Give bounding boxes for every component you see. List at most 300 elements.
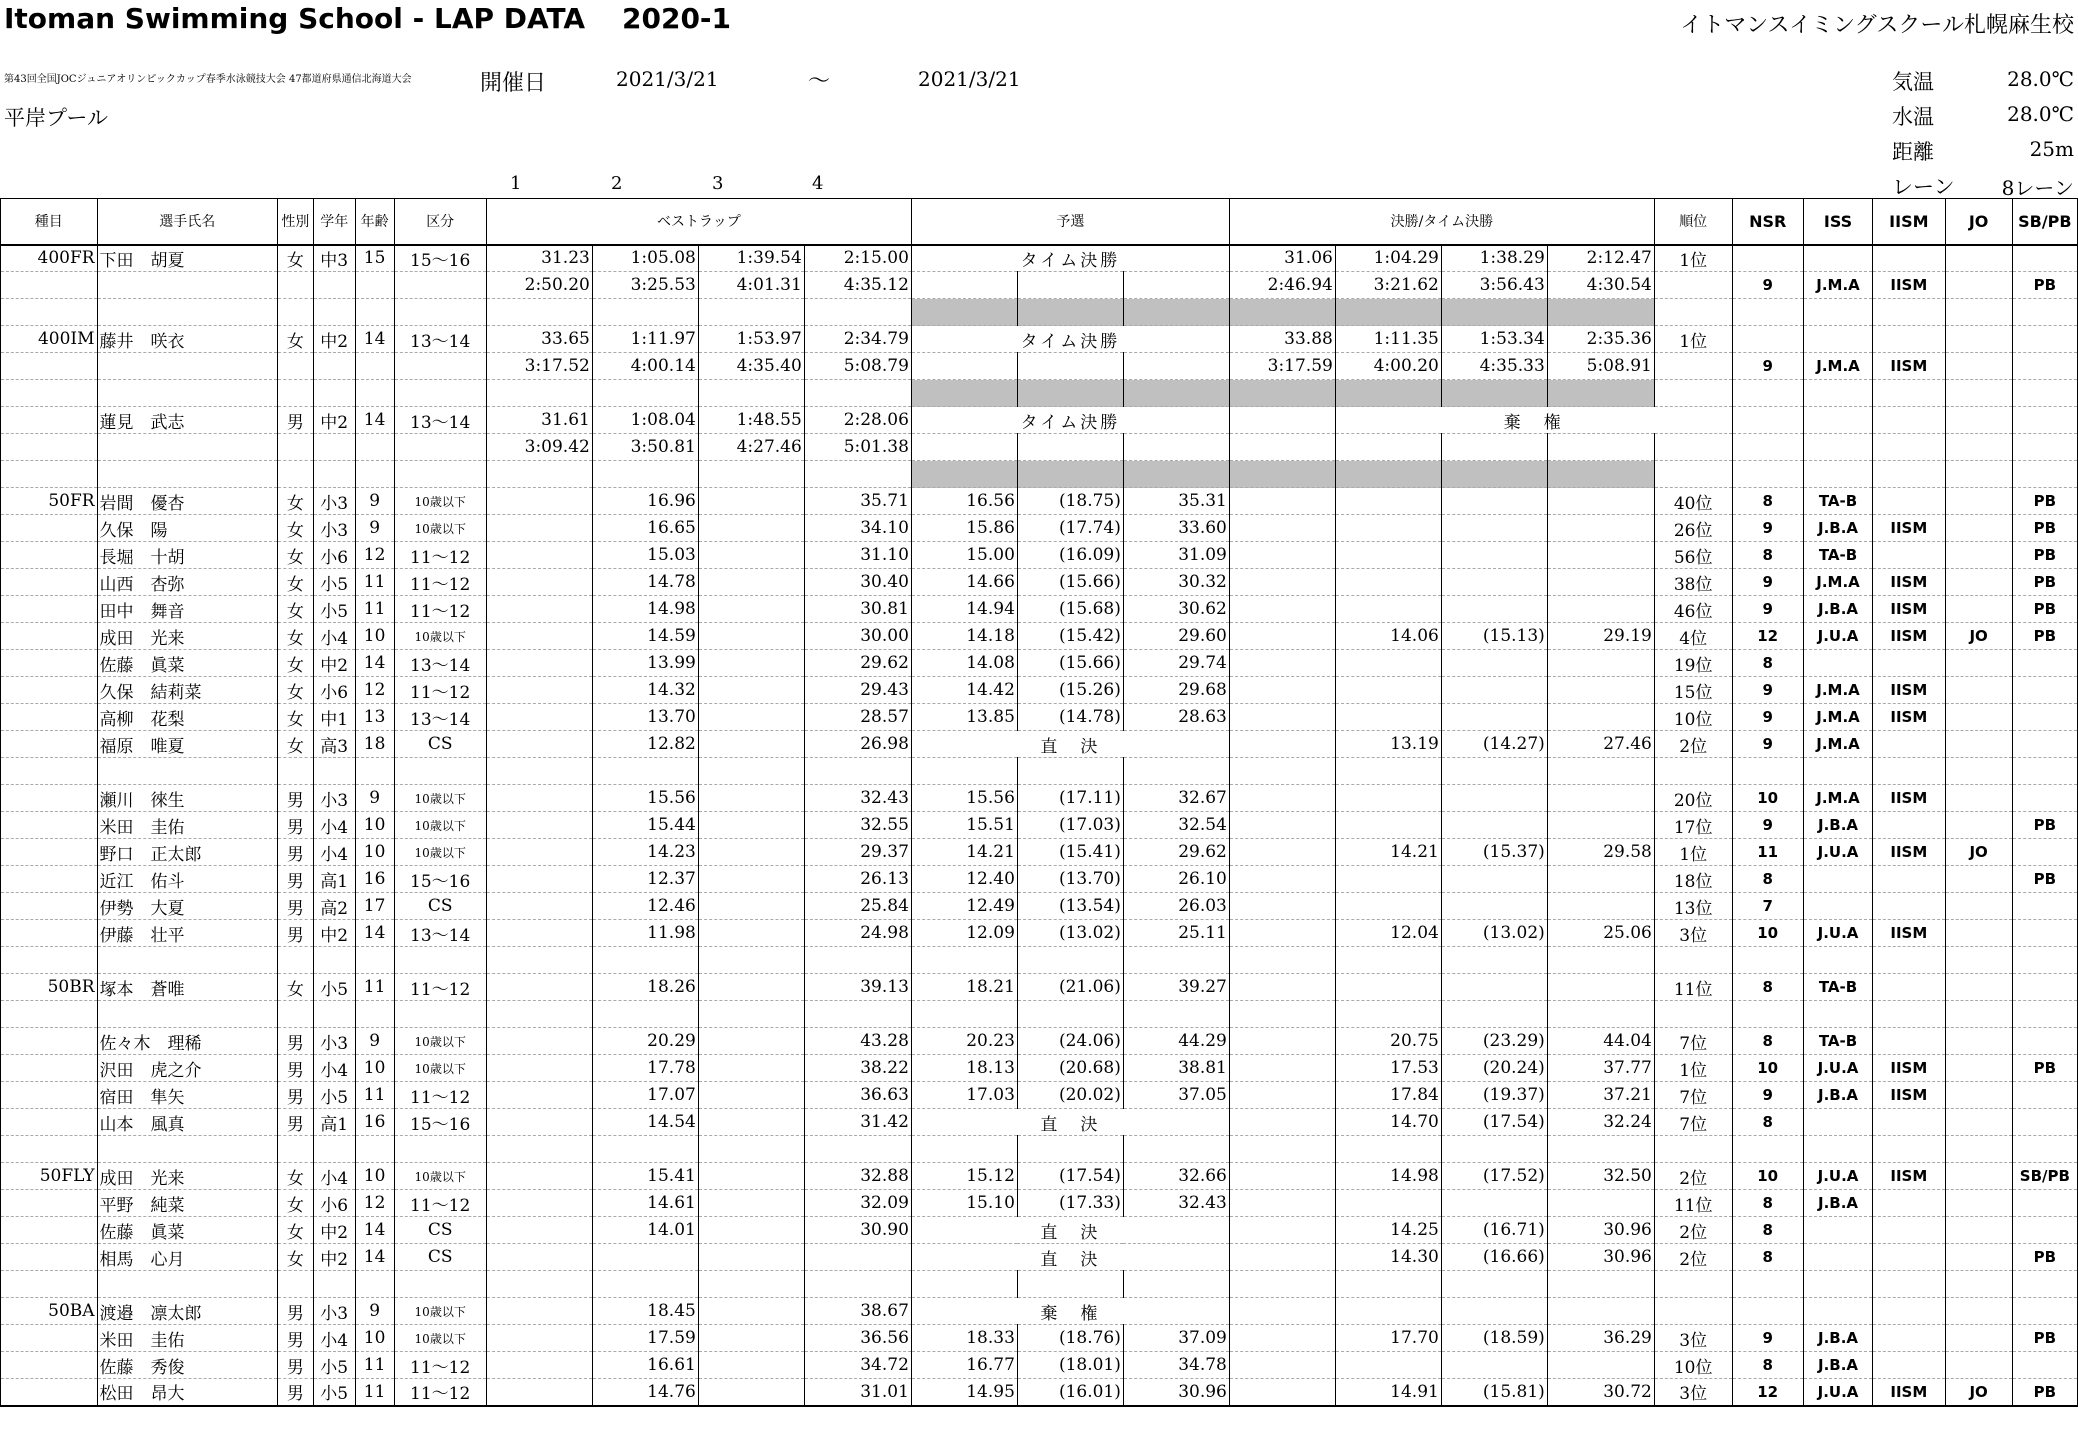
gender-cell: 男	[278, 1028, 314, 1055]
spacer-cell	[1017, 1001, 1123, 1028]
spacer-cell	[1335, 1136, 1441, 1163]
iss-cell: TA-B	[1803, 974, 1872, 1001]
best-lap-2: 14.32	[592, 677, 698, 704]
spacer-cell	[1547, 1271, 1654, 1298]
swimmer-name: 福原 唯夏	[97, 731, 278, 758]
table-row	[1, 1352, 2078, 1379]
heat-split	[1017, 272, 1123, 299]
final-50	[1335, 488, 1441, 515]
best-lap-2: 17.07	[592, 1082, 698, 1109]
heat-50: 18.21	[911, 974, 1017, 1001]
best-lap-2: 15.56	[592, 785, 698, 812]
best-lap-1	[486, 920, 592, 947]
spacer-cell	[1945, 461, 2012, 488]
spacer-cell	[1547, 1136, 1654, 1163]
nsr-cell: 8	[1732, 866, 1803, 893]
iss-cell: J.B.A	[1803, 515, 1872, 542]
spacer-cell	[1654, 461, 1732, 488]
grade-cell: 小4	[313, 1325, 355, 1352]
sbpb-cell: PB	[2012, 1055, 2077, 1082]
spacer-cell	[1229, 1271, 1335, 1298]
grade-cell: 小6	[313, 1190, 355, 1217]
spacer-cell	[1873, 299, 1945, 326]
col-rank: 順位	[1654, 199, 1732, 245]
best-lap-2: 11.98	[592, 920, 698, 947]
nsr-cell	[1732, 434, 1803, 461]
nsr-cell: 10	[1732, 1163, 1803, 1190]
iism-cell: IISM	[1873, 785, 1945, 812]
gender-cell: 男	[278, 812, 314, 839]
age-cell: 11	[355, 1379, 394, 1406]
final-split: 3:56.43	[1441, 272, 1547, 299]
heat-50: 18.13	[911, 1055, 1017, 1082]
sbpb-cell: PB	[2012, 1325, 2077, 1352]
gender-cell: 女	[278, 1244, 314, 1271]
grade-cell: 中3	[313, 245, 355, 272]
gender-cell: 女	[278, 1190, 314, 1217]
swimmer-name	[97, 434, 278, 461]
best-lap-1	[486, 1352, 592, 1379]
iism-cell	[1873, 731, 1945, 758]
category-cell: 10歳以下	[394, 1055, 486, 1082]
spacer-cell	[1229, 299, 1335, 326]
rank-cell	[1654, 353, 1732, 380]
final-time	[1547, 515, 1654, 542]
spacer-cell	[1441, 947, 1547, 974]
heat-final: 26.10	[1123, 866, 1229, 893]
jo-cell	[1945, 596, 2012, 623]
final-50: 17.53	[1335, 1055, 1441, 1082]
iss-cell	[1803, 1244, 1872, 1271]
heat-final: 32.67	[1123, 785, 1229, 812]
event-cell	[1, 839, 98, 866]
best-lap-1	[486, 731, 592, 758]
final-lap-1	[1229, 1028, 1335, 1055]
iss-cell	[1803, 245, 1872, 272]
grade-cell: 中2	[313, 326, 355, 353]
grade-cell	[313, 434, 355, 461]
grade-cell: 高3	[313, 731, 355, 758]
rank-cell: 17位	[1654, 812, 1732, 839]
category-cell	[394, 272, 486, 299]
heat-50: 15.86	[911, 515, 1017, 542]
age-cell: 12	[355, 542, 394, 569]
best-lap-2: 12.82	[592, 731, 698, 758]
best-lap-4: 30.90	[804, 1217, 911, 1244]
rank-cell: 1位	[1654, 839, 1732, 866]
heat-split: (16.01)	[1017, 1379, 1123, 1406]
event-cell	[1, 1325, 98, 1352]
swimmer-name: 近江 佑斗	[97, 866, 278, 893]
final-time	[1547, 974, 1654, 1001]
final-time	[1547, 1298, 1654, 1325]
swimmer-name: 宿田 隼矢	[97, 1082, 278, 1109]
date-label: 開催日	[480, 71, 547, 96]
rank-cell: 46位	[1654, 596, 1732, 623]
heat-final: 38.81	[1123, 1055, 1229, 1082]
final-50: 14.30	[1335, 1244, 1441, 1271]
iss-cell: TA-B	[1803, 542, 1872, 569]
final-lap-1	[1229, 893, 1335, 920]
category-cell: 15～16	[394, 866, 486, 893]
best-lap-3	[698, 1028, 804, 1055]
iism-cell	[1873, 1352, 1945, 1379]
spacer-cell	[911, 947, 1017, 974]
best-lap-1	[486, 1055, 592, 1082]
iism-cell: IISM	[1873, 1379, 1945, 1406]
sbpb-cell	[2012, 1082, 2077, 1109]
category-cell: 13～14	[394, 407, 486, 434]
heat-split: (13.54)	[1017, 893, 1123, 920]
sbpb-cell	[2012, 920, 2077, 947]
final-split	[1441, 515, 1547, 542]
table-row	[1, 1190, 2078, 1217]
final-lap-1	[1229, 731, 1335, 758]
age-cell: 14	[355, 920, 394, 947]
spacer-cell	[355, 947, 394, 974]
best-lap-4: 29.37	[804, 839, 911, 866]
spacer-cell	[313, 947, 355, 974]
best-lap-2: 14.61	[592, 1190, 698, 1217]
age-cell: 9	[355, 785, 394, 812]
col-heats: 予選	[911, 199, 1229, 245]
rank-cell: 13位	[1654, 893, 1732, 920]
final-split: (23.29)	[1441, 1028, 1547, 1055]
heat-final: 29.60	[1123, 623, 1229, 650]
heat-50: 14.95	[911, 1379, 1017, 1406]
best-lap-2: 14.98	[592, 596, 698, 623]
age-cell: 10	[355, 1163, 394, 1190]
table-row	[1, 947, 2078, 974]
gender-cell: 女	[278, 623, 314, 650]
category-cell: 11～12	[394, 596, 486, 623]
spacer-cell	[698, 1271, 804, 1298]
heat-split: (24.06)	[1017, 1028, 1123, 1055]
iism-cell	[1873, 542, 1945, 569]
final-split	[1441, 596, 1547, 623]
rank-cell: 2位	[1654, 1244, 1732, 1271]
gender-cell: 男	[278, 839, 314, 866]
final-lap-1	[1229, 1190, 1335, 1217]
sbpb-cell: SB/PB	[2012, 1163, 2077, 1190]
final-split: (17.54)	[1441, 1109, 1547, 1136]
best-lap-1	[486, 677, 592, 704]
final-split: 1:53.34	[1441, 326, 1547, 353]
spacer-cell	[804, 758, 911, 785]
final-time	[1547, 812, 1654, 839]
heat-50: 14.66	[911, 569, 1017, 596]
event-cell	[1, 353, 98, 380]
final-split: (13.02)	[1441, 920, 1547, 947]
grade-cell: 小5	[313, 1379, 355, 1406]
spacer-cell	[394, 947, 486, 974]
col-age: 年齢	[355, 199, 394, 245]
best-lap-1	[486, 569, 592, 596]
heat-final: 29.62	[1123, 839, 1229, 866]
spacer-cell	[355, 461, 394, 488]
swimmer-name: 山西 杏弥	[97, 569, 278, 596]
iism-cell: IISM	[1873, 272, 1945, 299]
final-50	[1335, 677, 1441, 704]
swimmer-name: 高柳 花梨	[97, 704, 278, 731]
category-cell: 10歳以下	[394, 515, 486, 542]
table-row	[1, 866, 2078, 893]
grade-cell: 小6	[313, 677, 355, 704]
best-lap-2: 1:05.08	[592, 245, 698, 272]
nsr-cell: 8	[1732, 650, 1803, 677]
spacer-cell	[1335, 758, 1441, 785]
table-row	[1, 623, 2078, 650]
best-lap-2: 13.70	[592, 704, 698, 731]
table-row	[1, 434, 2078, 461]
swimmer-name: 佐藤 眞菜	[97, 650, 278, 677]
sbpb-cell	[2012, 731, 2077, 758]
best-lap-2: 17.59	[592, 1325, 698, 1352]
spacer-cell	[394, 299, 486, 326]
nsr-cell: 9	[1732, 515, 1803, 542]
spacer-cell	[1, 947, 98, 974]
final-lap-1	[1229, 515, 1335, 542]
category-cell: 13～14	[394, 704, 486, 731]
swimmer-name: 山本 風真	[97, 1109, 278, 1136]
event-cell	[1, 1028, 98, 1055]
jo-cell	[1945, 704, 2012, 731]
spacer-cell	[355, 1001, 394, 1028]
table-row	[1, 1298, 2078, 1325]
table-row	[1, 920, 2078, 947]
heat-50: 12.40	[911, 866, 1017, 893]
best-lap-1	[486, 596, 592, 623]
best-lap-1	[486, 1244, 592, 1271]
grade-cell: 小4	[313, 812, 355, 839]
final-split	[1441, 812, 1547, 839]
event-cell	[1, 677, 98, 704]
table-row	[1, 596, 2078, 623]
nsr-cell: 8	[1732, 1352, 1803, 1379]
best-lap-4: 38.67	[804, 1298, 911, 1325]
best-lap-2: 16.96	[592, 488, 698, 515]
heat-50: 15.51	[911, 812, 1017, 839]
spacer-cell	[355, 1271, 394, 1298]
heat-split	[1017, 434, 1123, 461]
spacer-cell	[2012, 947, 2077, 974]
heat-split: (18.76)	[1017, 1325, 1123, 1352]
table-row	[1, 1217, 2078, 1244]
merged-status: 直 決	[911, 1109, 1229, 1136]
best-lap-2: 15.03	[592, 542, 698, 569]
nsr-cell	[1732, 1298, 1803, 1325]
gender-cell: 女	[278, 596, 314, 623]
spacer-cell	[1945, 1001, 2012, 1028]
sbpb-cell	[2012, 1028, 2077, 1055]
jo-cell	[1945, 326, 2012, 353]
heat-split: (15.26)	[1017, 677, 1123, 704]
grade-cell: 小3	[313, 1028, 355, 1055]
spacer-cell	[1, 758, 98, 785]
best-lap-3	[698, 542, 804, 569]
gender-cell: 男	[278, 866, 314, 893]
nsr-cell: 8	[1732, 1109, 1803, 1136]
age-cell: 11	[355, 596, 394, 623]
final-split	[1441, 1190, 1547, 1217]
best-lap-1	[486, 515, 592, 542]
jo-cell	[1945, 1028, 2012, 1055]
spacer-cell	[1803, 758, 1872, 785]
iss-cell: J.B.A	[1803, 1352, 1872, 1379]
sbpb-cell: PB	[2012, 866, 2077, 893]
table-row	[1, 704, 2078, 731]
iss-cell: J.U.A	[1803, 1379, 1872, 1406]
spacer-cell	[1945, 947, 2012, 974]
best-lap-4: 2:15.00	[804, 245, 911, 272]
jo-cell	[1945, 1109, 2012, 1136]
jo-cell	[1945, 542, 2012, 569]
final-split: (15.37)	[1441, 839, 1547, 866]
best-lap-3	[698, 623, 804, 650]
age-cell: 12	[355, 1190, 394, 1217]
jo-cell	[1945, 1163, 2012, 1190]
iss-cell: J.M.A	[1803, 704, 1872, 731]
gender-cell: 男	[278, 1325, 314, 1352]
spacer-cell	[1803, 1136, 1872, 1163]
spacer-cell	[804, 299, 911, 326]
best-lap-3: 1:53.97	[698, 326, 804, 353]
iism-cell	[1873, 326, 1945, 353]
best-lap-1	[486, 488, 592, 515]
spacer-cell	[804, 1001, 911, 1028]
final-50: 12.04	[1335, 920, 1441, 947]
spacer-cell	[1229, 1136, 1335, 1163]
spacer-cell	[1123, 1001, 1229, 1028]
event-cell: 400IM	[1, 326, 98, 353]
event-cell	[1, 812, 98, 839]
spacer-cell	[394, 758, 486, 785]
grade-cell: 中2	[313, 1244, 355, 1271]
final-split	[1441, 866, 1547, 893]
jo-cell	[1945, 812, 2012, 839]
iss-cell: J.U.A	[1803, 1163, 1872, 1190]
spacer-cell	[1654, 1001, 1732, 1028]
iss-cell: J.B.A	[1803, 1082, 1872, 1109]
spacer-cell	[1123, 758, 1229, 785]
iism-cell	[1873, 1190, 1945, 1217]
spacer-cell	[1229, 758, 1335, 785]
gender-cell: 男	[278, 1082, 314, 1109]
rank-cell: 38位	[1654, 569, 1732, 596]
school-name: イトマンスイミングスクール札幌麻生校	[1680, 13, 2074, 38]
category-cell: CS	[394, 731, 486, 758]
sbpb-cell	[2012, 353, 2077, 380]
nsr-cell: 9	[1732, 272, 1803, 299]
best-lap-4: 26.98	[804, 731, 911, 758]
heat-50	[911, 272, 1017, 299]
iism-cell: IISM	[1873, 569, 1945, 596]
table-row	[1, 245, 2078, 272]
final-time	[1547, 1190, 1654, 1217]
final-lap-1	[1229, 1055, 1335, 1082]
spacer-cell	[1547, 1001, 1654, 1028]
best-lap-1	[486, 1325, 592, 1352]
age-cell: 10	[355, 812, 394, 839]
table-row	[1, 974, 2078, 1001]
spacer-cell	[1335, 1271, 1441, 1298]
merged-status: 直 決	[911, 1217, 1229, 1244]
air-temp-value: 28.0℃	[2007, 67, 2074, 91]
swimmer-name: 渡邉 凛太郎	[97, 1298, 278, 1325]
final-50	[1335, 866, 1441, 893]
spacer-cell	[592, 1001, 698, 1028]
gender-cell: 男	[278, 893, 314, 920]
table-row	[1, 1055, 2078, 1082]
best-lap-2: 3:25.53	[592, 272, 698, 299]
swimmer-name: 伊藤 壮平	[97, 920, 278, 947]
spacer-cell	[1547, 299, 1654, 326]
spacer-cell	[911, 299, 1017, 326]
spacer-cell	[394, 380, 486, 407]
final-50: 14.25	[1335, 1217, 1441, 1244]
best-lap-2: 14.23	[592, 839, 698, 866]
rank-cell: 19位	[1654, 650, 1732, 677]
swimmer-name	[97, 353, 278, 380]
spacer-cell	[698, 299, 804, 326]
heat-50: 17.03	[911, 1082, 1017, 1109]
heat-50: 15.00	[911, 542, 1017, 569]
final-time: 32.50	[1547, 1163, 1654, 1190]
merged-status: タイム決勝	[911, 407, 1229, 434]
iism-cell: IISM	[1873, 1055, 1945, 1082]
swimmer-name: 成田 光来	[97, 623, 278, 650]
final-time: 30.72	[1547, 1379, 1654, 1406]
table-row	[1, 461, 2078, 488]
best-lap-1: 2:50.20	[486, 272, 592, 299]
best-lap-3	[698, 920, 804, 947]
iism-cell: IISM	[1873, 839, 1945, 866]
table-row	[1, 893, 2078, 920]
spacer-cell	[486, 758, 592, 785]
heat-split: (17.54)	[1017, 1163, 1123, 1190]
table-row	[1, 407, 2078, 434]
iism-cell: IISM	[1873, 1082, 1945, 1109]
final-50	[1335, 650, 1441, 677]
heat-50: 15.12	[911, 1163, 1017, 1190]
spacer-cell	[1547, 947, 1654, 974]
rank-cell: 20位	[1654, 785, 1732, 812]
final-50	[1335, 1352, 1441, 1379]
age-cell: 9	[355, 488, 394, 515]
category-cell: 10歳以下	[394, 812, 486, 839]
rank-cell: 4位	[1654, 623, 1732, 650]
best-lap-4: 34.10	[804, 515, 911, 542]
heat-50: 18.33	[911, 1325, 1017, 1352]
heat-split: (17.11)	[1017, 785, 1123, 812]
spacer-cell	[1945, 1271, 2012, 1298]
best-lap-2: 13.99	[592, 650, 698, 677]
final-lap-1	[1229, 1298, 1335, 1325]
event-cell	[1, 866, 98, 893]
best-lap-2: 4:00.14	[592, 353, 698, 380]
heat-split	[1017, 353, 1123, 380]
lap-number: 2	[611, 173, 623, 194]
best-lap-2: 15.44	[592, 812, 698, 839]
spacer-cell	[1123, 1271, 1229, 1298]
heat-50: 14.08	[911, 650, 1017, 677]
table-row	[1, 1379, 2078, 1406]
final-lap-1	[1229, 812, 1335, 839]
best-lap-1	[486, 1163, 592, 1190]
rank-cell: 18位	[1654, 866, 1732, 893]
final-50: 14.21	[1335, 839, 1441, 866]
category-cell	[394, 353, 486, 380]
